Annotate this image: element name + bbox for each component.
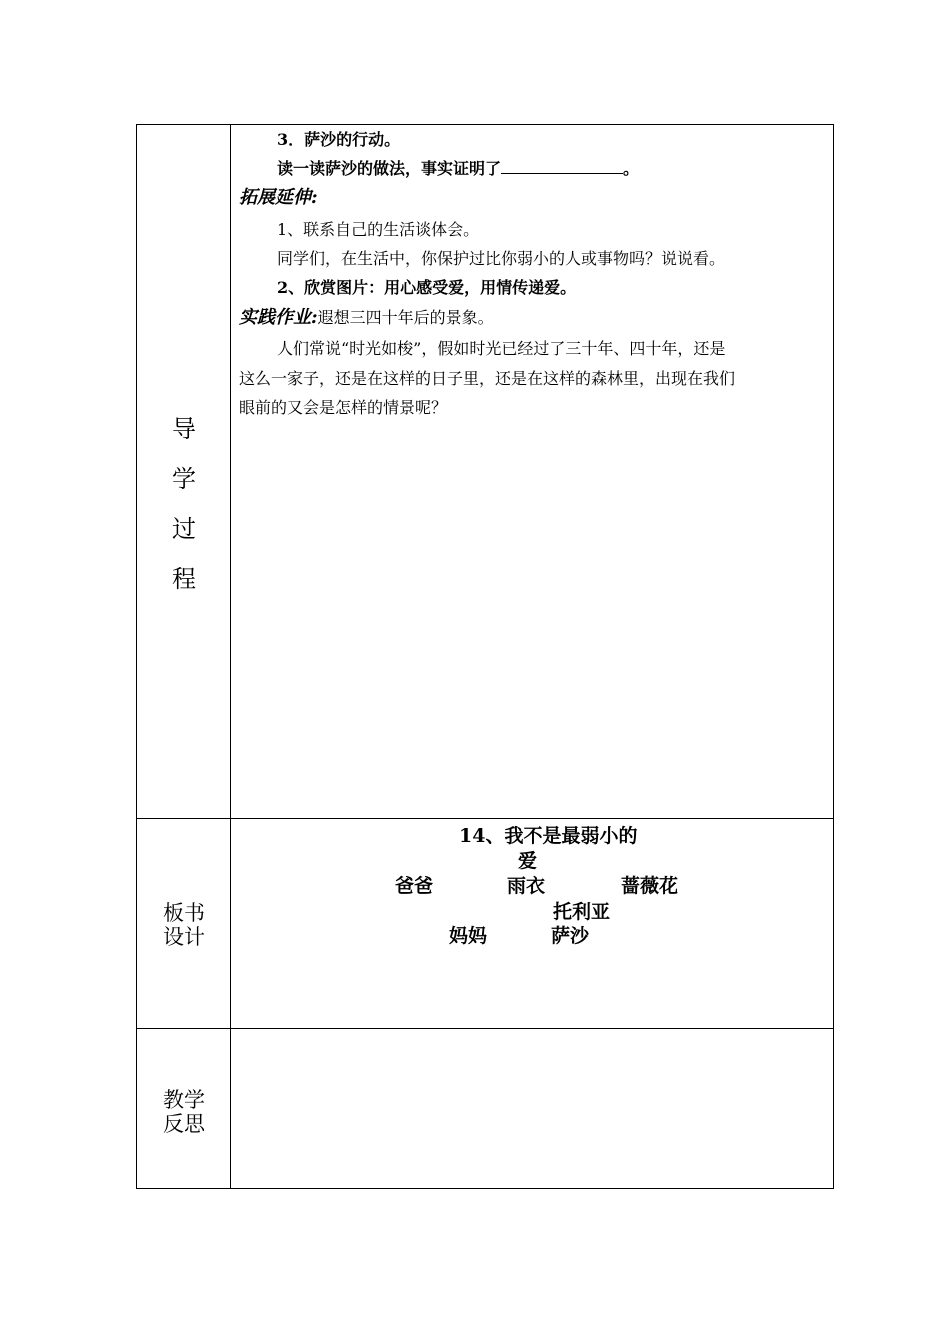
lesson-table	[136, 124, 834, 1189]
board-raincoat: 雨衣	[507, 875, 546, 897]
board-dad: 爸爸	[395, 875, 434, 897]
item3-title: 3．萨沙的行动。	[277, 130, 401, 149]
board-content-cell	[231, 819, 833, 1028]
board-label-cell	[137, 819, 231, 1028]
board-label-line2: 设计	[163, 925, 205, 949]
homework-line	[239, 303, 494, 329]
process-label-char: 过	[172, 515, 196, 543]
board-rose: 蔷薇花	[621, 875, 679, 897]
reflection-label-line2: 反思	[163, 1112, 205, 1136]
board-love: 爱	[518, 850, 538, 872]
process-label-char: 学	[172, 465, 196, 493]
ext1-question: 同学们，在生活中，你保护过比你弱小的人或事物吗？说说看。	[277, 249, 726, 268]
process-label-char: 程	[172, 565, 196, 593]
board-tolia: 托利亚	[553, 901, 611, 923]
ext1-title: 1、联系自己的生活谈体会。	[277, 220, 480, 239]
homework-line3: 眼前的又会是怎样的情景呢？	[239, 398, 448, 417]
answer-blank[interactable]	[501, 159, 623, 174]
ext2-title: 2、欣赏图片：用心感受爱，用情传递爱。	[277, 278, 577, 297]
board-row	[137, 819, 833, 1029]
item3-text-before: 读一读萨沙的做法，事实证明了	[277, 159, 502, 178]
item3-text	[277, 156, 639, 179]
reflection-row	[137, 1029, 833, 1189]
extension-heading: 拓展延伸:	[239, 187, 318, 208]
process-row	[137, 125, 833, 819]
homework-line1: 人们常说“时光如梭”，假如时光已经过了三十年、四十年，还是	[277, 339, 726, 358]
homework-heading: 实践作业:	[239, 307, 318, 328]
process-content-cell	[231, 125, 833, 818]
board-sasha: 萨沙	[551, 925, 590, 947]
homework-title: 遐想三四十年后的景象。	[317, 308, 494, 327]
reflection-label-cell	[137, 1029, 231, 1189]
item3-text-after: 。	[623, 159, 640, 178]
board-title: 14、我不是最弱小的	[459, 825, 638, 847]
board-label-line1: 板书	[163, 901, 205, 925]
homework-line2: 这么一家子，还是在这样的日子里，还是在这样的森林里，出现在我们	[239, 369, 736, 388]
board-mom: 妈妈	[449, 925, 488, 947]
reflection-label-line1: 教学	[163, 1088, 205, 1112]
process-label-char: 导	[172, 415, 196, 443]
process-label-cell	[137, 125, 231, 818]
reflection-content-cell[interactable]	[231, 1029, 833, 1189]
